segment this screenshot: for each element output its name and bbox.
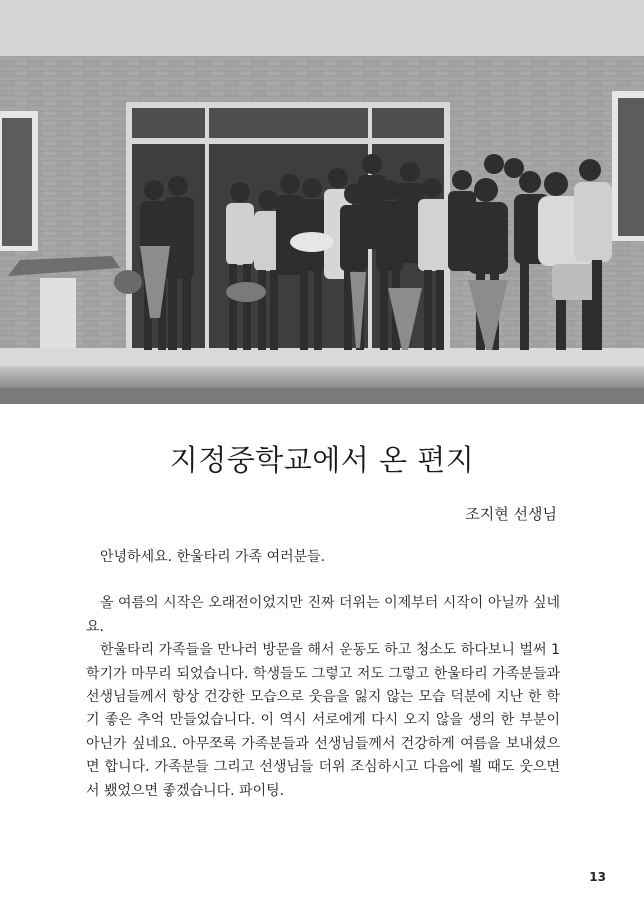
- top-gray-band: [0, 0, 644, 56]
- article-body: [86, 546, 560, 803]
- page-number: 13: [589, 870, 606, 884]
- group-photo: [0, 56, 644, 404]
- article-title: 지정중학교에서 온 편지: [169, 443, 475, 477]
- greeting-paragraph: 안녕하세요. 한울타리 가족 여러분들.: [100, 549, 326, 565]
- body-paragraph-2: 한울타리 가족들을 만나러 방문을 해서 운동도 하고 청소도 하다보니 벌써 1학기가 마무리 되었습니다. 학생들도 그렇고 저도 그렇고 한울타리 가족분들과 선생님들께서 항상 건강한 모습으로 웃음을 잃지 않는 모습 덕분에 지난 한 학기 좋은 추억 만들었습니다. 이 역시 서로에게 다시 오지 않을 생의 한 부분이 아닌가 싶네요. 아무쪼록 가족분들과 선생님들께서 건강하게 여름을 보내셨으면 합니다. 가족분들 그리고 선생님들 더위 조심하시고 다음에 뵐 때도 웃으면서 뵀었으면 좋겠습니다. 파이팅.: [86, 642, 560, 799]
- body-paragraph-1: 올 여름의 시작은 오래전이었지만 진짜 더위는 이제부터 시작이 아닐까 싶네요.: [86, 595, 560, 635]
- author-name: 조지현 선생님: [465, 505, 557, 523]
